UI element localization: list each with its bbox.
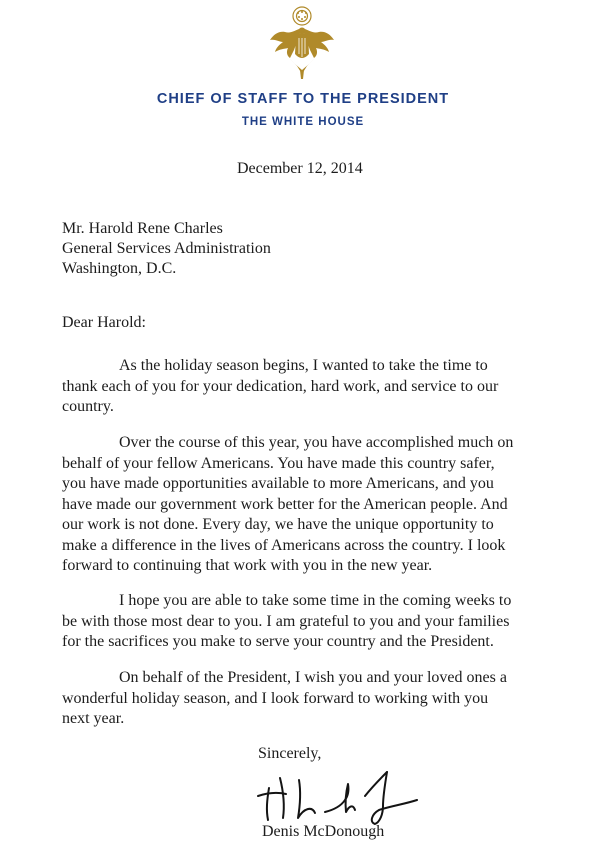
paragraph-line: forward to continuing that work with you in the new year. <box>62 557 433 574</box>
paragraph-line: wonderful holiday season, and I look forward to working with you <box>62 689 489 707</box>
paragraph-line: I hope you are able to take some time in the coming weeks to <box>119 592 512 609</box>
paragraph-line: country. <box>62 398 114 415</box>
recipient-name: Mr. Harold Rene Charles <box>62 220 223 237</box>
paragraph-line: be with those most dear to you. I am grateful to you and your families <box>62 612 510 630</box>
recipient-organization: General Services Administration <box>62 240 271 257</box>
paragraph <box>62 433 513 577</box>
paragraph-line: you have made opportunities available to more Americans, and you <box>62 475 494 492</box>
letterhead-title: CHIEF OF STAFF TO THE PRESIDENT <box>156 91 450 107</box>
paragraph-line: On behalf of the President, I wish you and your loved ones a <box>119 669 507 686</box>
paragraph-line: make a difference in the lives of Americans across the country. I look <box>62 536 506 554</box>
paragraph-line: for the sacrifices you make to serve your country and the President. <box>62 633 494 650</box>
paragraph-line: thank each of you for your dedication, hard work, and service to our <box>62 377 499 395</box>
signer-name: Denis McDonough <box>262 823 385 840</box>
letter-date: December 12, 2014 <box>237 160 363 177</box>
paragraph-line: next year. <box>62 710 125 727</box>
paragraph-line: As the holiday season begins, I wanted to take the time to <box>119 357 488 374</box>
paragraph-line: Over the course of this year, you have accomplished much on <box>119 434 514 451</box>
paragraph-line: our work is not done. Every day, we have the unique opportunity to <box>62 516 494 533</box>
paragraph-line: have made our government work better for the American people. And <box>62 495 508 513</box>
paragraph-line: behalf of your fellow Americans. You have made this country safer, <box>62 454 495 472</box>
closing: Sincerely, <box>258 745 322 762</box>
paragraph <box>62 591 511 653</box>
greeting: Dear Harold: <box>62 314 146 331</box>
recipient-address <box>62 219 271 279</box>
letterhead-subtitle: THE WHITE HOUSE <box>241 116 365 128</box>
recipient-city: Washington, D.C. <box>62 260 177 277</box>
handwritten-signature <box>255 766 455 826</box>
presidential-seal-icon <box>267 4 337 80</box>
paragraph <box>62 356 498 418</box>
paragraph <box>62 668 507 730</box>
